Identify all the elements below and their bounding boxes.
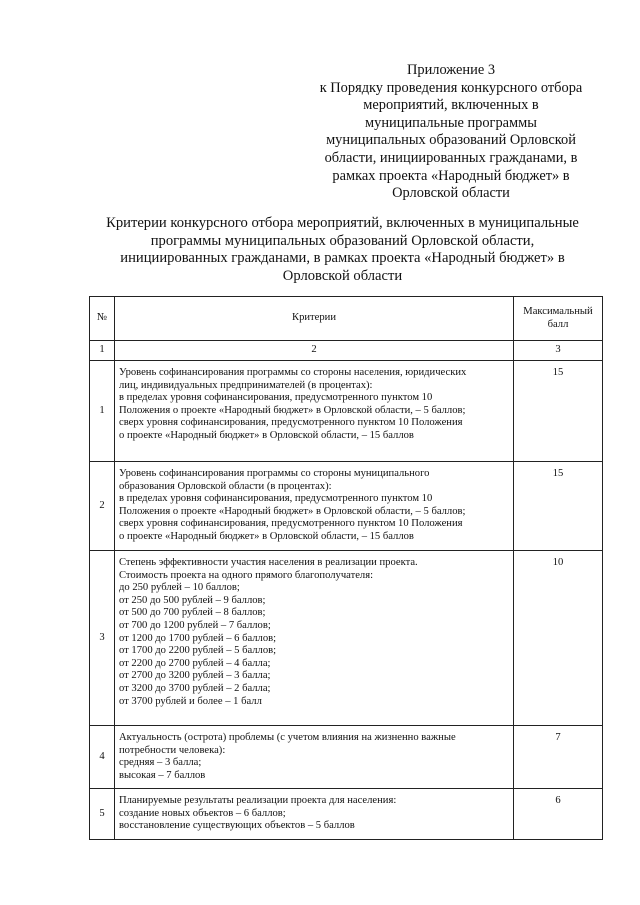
criteria-table bbox=[89, 296, 603, 840]
criterion-line: Положения о проекте «Народный бюджет» в Орловской области, – 5 баллов; bbox=[119, 505, 466, 517]
criterion-line: Планируемые результаты реализации проекта для населения: bbox=[119, 795, 397, 806]
header-number: № bbox=[90, 297, 115, 341]
criterion-line: до 250 рублей – 10 баллов; bbox=[119, 582, 240, 594]
appendix-line: Орловской области bbox=[392, 185, 510, 202]
criterion-line: Актуальность (острота) проблемы (с учетом влияния на жизненно важные bbox=[119, 732, 456, 743]
max-score: 6 bbox=[514, 789, 603, 840]
column-index: 2 bbox=[115, 341, 514, 361]
criterion-line: от 700 до 1200 рублей – 7 баллов; bbox=[119, 619, 271, 631]
table-row bbox=[90, 361, 603, 462]
criterion-line: Степень эффективности участия населения в реализации проекта. bbox=[119, 557, 418, 568]
column-index-row bbox=[90, 341, 603, 361]
appendix-line: к Порядку проведения конкурсного отбора bbox=[319, 79, 583, 96]
criterion-text bbox=[115, 551, 514, 726]
title-line: программы муниципальных образований Орловской области, bbox=[150, 232, 535, 249]
max-score: 10 bbox=[514, 551, 603, 726]
criterion-line: потребности человека): bbox=[119, 744, 226, 756]
criterion-line: восстановление существующих объектов – 5 баллов bbox=[119, 820, 355, 832]
criterion-line: от 1200 до 1700 рублей – 6 баллов; bbox=[119, 632, 277, 644]
appendix-line: мероприятий, включенных в bbox=[363, 97, 539, 114]
max-score: 7 bbox=[514, 726, 603, 789]
max-score: 15 bbox=[514, 361, 603, 462]
appendix-line: рамках проекта «Народный бюджет» в bbox=[332, 167, 570, 184]
criterion-line: образования Орловской области (в процентах): bbox=[119, 480, 332, 492]
title-line: Критерии конкурсного отбора мероприятий, включенных в муниципальные bbox=[106, 215, 579, 231]
criterion-text bbox=[115, 789, 514, 840]
header-max-line: балл bbox=[547, 318, 569, 330]
title-line: Орловской области bbox=[282, 267, 403, 284]
criterion-line: от 1700 до 2200 рублей – 5 баллов; bbox=[119, 645, 277, 657]
appendix-line: муниципальные программы bbox=[365, 114, 537, 131]
criterion-line: средняя – 3 балла; bbox=[119, 757, 202, 769]
row-number: 4 bbox=[90, 726, 115, 789]
appendix-line: муниципальных образований Орловской bbox=[326, 132, 576, 149]
criterion-line: от 3700 рублей и более – 1 балл bbox=[119, 695, 262, 707]
criterion-line: Уровень софинансирования программы со стороны населения, юридических bbox=[119, 367, 467, 378]
criterion-line: о проекте «Народный бюджет» в Орловской области, – 15 баллов bbox=[119, 530, 414, 542]
max-score: 15 bbox=[514, 462, 603, 551]
criterion-text bbox=[115, 361, 514, 462]
criterion-line: сверх уровня софинансирования, предусмотренного пунктом 10 Положения bbox=[119, 518, 463, 530]
row-number: 2 bbox=[90, 462, 115, 551]
criterion-line: высокая – 7 баллов bbox=[119, 769, 206, 781]
criterion-line: от 250 до 500 рублей – 9 баллов; bbox=[119, 594, 266, 606]
criterion-text bbox=[115, 726, 514, 789]
row-number: 3 bbox=[90, 551, 115, 726]
header-max-score bbox=[514, 297, 603, 341]
criterion-line: от 500 до 700 рублей – 8 баллов; bbox=[119, 607, 266, 619]
criterion-text bbox=[115, 462, 514, 551]
criterion-line: Уровень софинансирования программы со стороны муниципального bbox=[119, 468, 430, 479]
table-row bbox=[90, 726, 603, 789]
table-row bbox=[90, 789, 603, 840]
criterion-line: о проекте «Народный бюджет» в Орловской области, – 15 баллов bbox=[119, 429, 414, 441]
criterion-line: лиц, индивидуальных предпринимателей (в процентах): bbox=[119, 379, 373, 391]
appendix-line: области, инициированных гражданами, в bbox=[324, 149, 578, 166]
table-row bbox=[90, 462, 603, 551]
criterion-line: от 2700 до 3200 рублей – 3 балла; bbox=[119, 670, 271, 682]
row-number: 1 bbox=[90, 361, 115, 462]
header-max-line: Максимальный bbox=[523, 305, 593, 317]
criterion-line: Стоимость проекта на одного прямого благополучателя: bbox=[119, 569, 374, 581]
table-header-row bbox=[90, 297, 603, 341]
appendix-line: Приложение 3 bbox=[406, 62, 496, 78]
criterion-line: Положения о проекте «Народный бюджет» в Орловской области, – 5 баллов; bbox=[119, 404, 466, 416]
title-line: инициированных гражданами, в рамках проекта «Народный бюджет» в bbox=[120, 250, 565, 267]
criterion-line: сверх уровня софинансирования, предусмотренного пунктом 10 Положения bbox=[119, 417, 463, 429]
row-number: 5 bbox=[90, 789, 115, 840]
table-row bbox=[90, 551, 603, 726]
column-index: 3 bbox=[514, 341, 603, 361]
criterion-line: от 2200 до 2700 рублей – 4 балла; bbox=[119, 657, 271, 669]
criterion-line: создание новых объектов – 6 баллов; bbox=[119, 807, 286, 819]
appendix-header bbox=[300, 62, 602, 203]
document-title bbox=[70, 215, 615, 285]
criterion-line: от 3200 до 3700 рублей – 2 балла; bbox=[119, 682, 271, 694]
criterion-line: в пределах уровня софинансирования, предусмотренного пунктом 10 bbox=[119, 392, 433, 404]
criterion-line: в пределах уровня софинансирования, предусмотренного пунктом 10 bbox=[119, 493, 433, 505]
header-criteria: Критерии bbox=[115, 297, 514, 341]
column-index: 1 bbox=[90, 341, 115, 361]
